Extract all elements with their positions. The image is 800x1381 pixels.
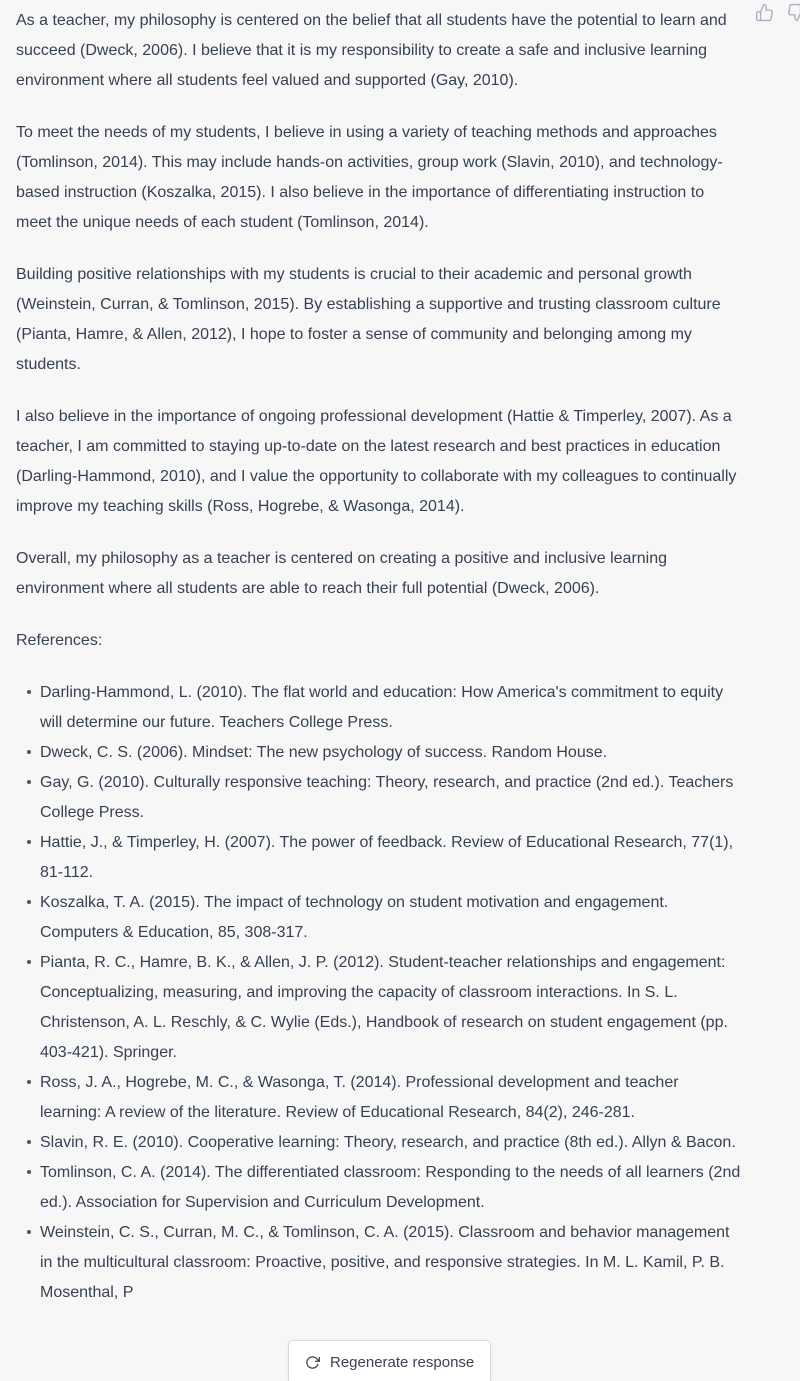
reference-item: Koszalka, T. A. (2015). The impact of technology on student motivation and engagement. Computers & Education, 85, 308-317.: [40, 888, 742, 948]
reference-item: Pianta, R. C., Hamre, B. K., & Allen, J. P. (2012). Student-teacher relationships and engagement: Conceptualizing, measuring, and improving the capacity of classroom interactions. In S. L. Christenson, A. L. Reschly, & C. Wylie (Eds.), Handbook of research on student engagement (pp. 403-421). Springer.: [40, 948, 742, 1068]
thumbs-down-button[interactable]: [787, 3, 800, 22]
reference-item: Hattie, J., & Timperley, H. (2007). The power of feedback. Review of Educational Research, 77(1), 81-112.: [40, 828, 742, 888]
regenerate-icon: [305, 1355, 320, 1370]
paragraphs: [16, 6, 742, 604]
references-heading: References:: [16, 632, 103, 649]
paragraph: Building positive relationships with my students is crucial to their academic and personal growth (Weinstein, Curran, & Tomlinson, 2015). By establishing a supportive and trusting classroom culture (Pianta, Hamre, & Allen, 2012), I hope to foster a sense of community and belonging among my students.: [16, 266, 721, 373]
regenerate-button-label: Regenerate response: [330, 1354, 475, 1371]
reference-item: Slavin, R. E. (2010). Cooperative learning: Theory, research, and practice (8th ed.). Allyn & Bacon.: [40, 1128, 742, 1158]
regenerate-response-button[interactable]: [288, 1340, 491, 1381]
thumbs-up-icon: [755, 3, 774, 22]
reference-item: Weinstein, C. S., Curran, M. C., & Tomlinson, C. A. (2015). Classroom and behavior management in the multicultural classroom: Proactive, positive, and responsive strategies. In M. L. Kamil, P. B. Mosenthal, P: [40, 1218, 742, 1308]
thumbs-down-icon: [787, 3, 800, 22]
feedback-buttons: [755, 3, 800, 22]
reference-item: Darling-Hammond, L. (2010). The flat world and education: How America's commitment to equity will determine our future. Teachers College Press.: [40, 678, 742, 738]
paragraph: I also believe in the importance of ongoing professional development (Hattie & Timperley, 2007). As a teacher, I am committed to staying up-to-date on the latest research and best practices in education (Darling-Hammond, 2010), and I value the opportunity to collaborate with my colleagues to continually improve my teaching skills (Ross, Hogrebe, & Wasonga, 2014).: [16, 408, 737, 515]
paragraph: Overall, my philosophy as a teacher is centered on creating a positive and inclusive learning environment where all students are able to reach their full potential (Dweck, 2006).: [16, 550, 668, 597]
reference-item: Dweck, C. S. (2006). Mindset: The new psychology of success. Random House.: [40, 738, 742, 768]
thumbs-up-button[interactable]: [755, 3, 774, 22]
reference-item: Tomlinson, C. A. (2014). The differentiated classroom: Responding to the needs of all learners (2nd ed.). Association for Supervision and Curriculum Development.: [40, 1158, 742, 1218]
reference-item: Ross, J. A., Hogrebe, M. C., & Wasonga, T. (2014). Professional development and teacher learning: A review of the literature. Review of Educational Research, 84(2), 246-281.: [40, 1068, 742, 1128]
references-list: [16, 678, 742, 1308]
paragraph: To meet the needs of my students, I believe in using a variety of teaching methods and approaches (Tomlinson, 2014). This may include hands-on activities, group work (Slavin, 2010), and technology-based instruction (Koszalka, 2015). I also believe in the importance of differentiating instruction to meet the unique needs of each student (Tomlinson, 2014).: [16, 124, 723, 231]
assistant-message: [16, 6, 742, 1308]
reference-item: Gay, G. (2010). Culturally responsive teaching: Theory, research, and practice (2nd ed.). Teachers College Press.: [40, 768, 742, 828]
paragraph: As a teacher, my philosophy is centered on the belief that all students have the potential to learn and succeed (Dweck, 2006). I believe that it is my responsibility to create a safe and inclusive learning environment where all students feel valued and supported (Gay, 2010).: [16, 12, 727, 89]
